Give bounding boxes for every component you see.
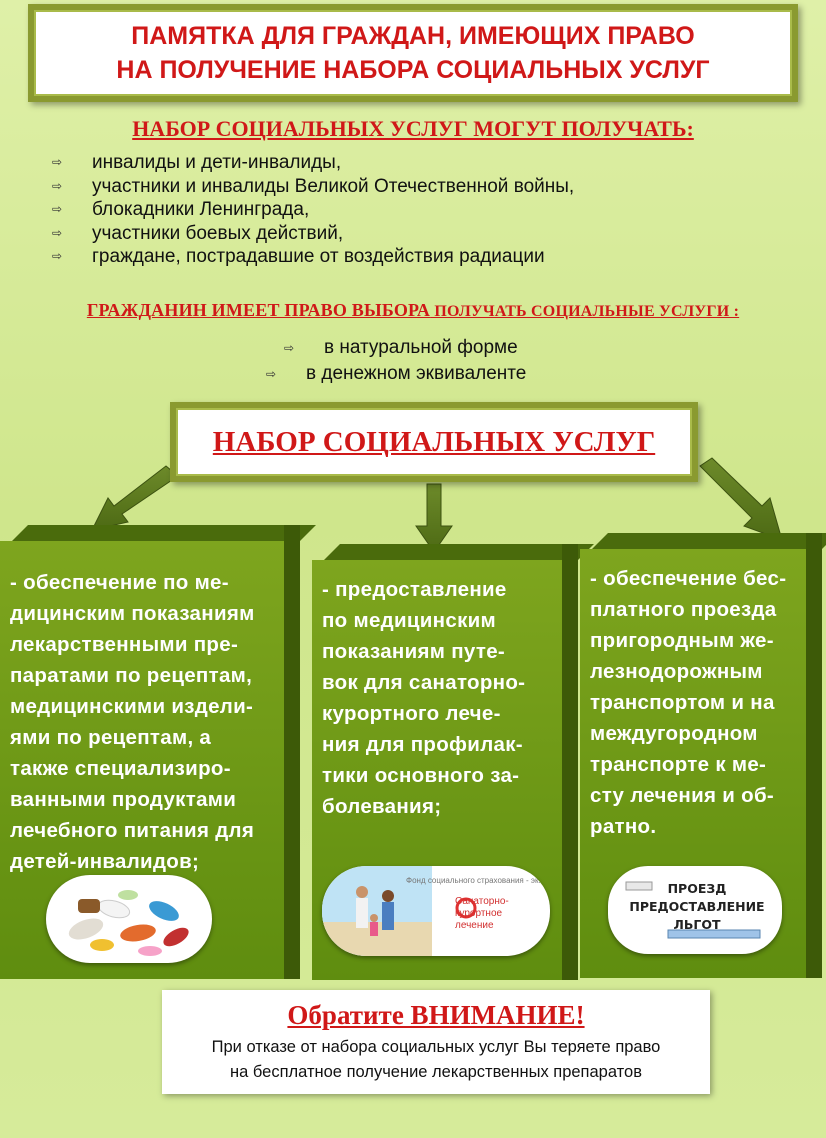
list-item-text: блокадники Ленинграда, — [92, 199, 310, 221]
arrow-right-icon: ⇨ — [284, 341, 295, 355]
text-line: сту лечения и об- — [590, 784, 775, 807]
service-text — [590, 563, 798, 842]
text-line: ванными продуктами — [10, 788, 237, 811]
text-line: транспортом и на — [590, 691, 775, 714]
arrow-right-icon: ⇨ — [52, 178, 63, 193]
service-text — [322, 574, 554, 822]
text-line: ния для профилак- — [322, 733, 523, 756]
image-label-line: ПРОЕЗД — [667, 881, 727, 896]
text-line: курортного лече- — [322, 702, 501, 725]
text-line: тики основного за- — [322, 764, 520, 787]
block-side-face — [562, 544, 578, 980]
text-line: детей-инвалидов; — [10, 850, 200, 873]
list-item-text: граждане, пострадавшие от воздействия радиации — [92, 246, 545, 268]
image-label-line: лечение — [455, 920, 494, 931]
text-line: лекарственными пре- — [10, 633, 239, 656]
block-side-face — [284, 525, 300, 979]
family-beach-icon — [322, 866, 550, 956]
list-item-text: инвалиды и дети-инвалиды, — [92, 152, 342, 173]
arrow-right-icon: ⇨ — [52, 225, 63, 240]
text-line: - предоставление — [322, 578, 507, 601]
arrow-right-icon: ⇨ — [52, 202, 63, 217]
text-line: дицинским показаниям — [10, 602, 255, 625]
image-label-line: курортное — [455, 908, 503, 919]
arrow-down-icon — [416, 484, 452, 552]
image-label-line: ПРЕДОСТАВЛЕНИЕ — [629, 899, 765, 914]
text-line: - обеспечение по ме- — [10, 571, 229, 594]
text-line: платного проезда — [590, 598, 777, 621]
text-line: лезнодорожным — [590, 660, 763, 683]
text-line: по медицинским — [322, 609, 496, 632]
block-top-face — [12, 525, 316, 541]
list-item-text: участники и инвалиды Великой Отечественной войны, — [92, 175, 575, 197]
title-line-2: НА ПОЛУЧЕНИЕ НАБОРА СОЦИАЛЬНЫХ УСЛУГ — [116, 56, 710, 84]
text-line: медицинскими издели- — [10, 695, 254, 718]
text-line: паратами по рецептам, — [10, 664, 253, 687]
text-line: лечебного питания для — [10, 819, 255, 842]
image-caption: Фонд социального страхования - эк... — [406, 876, 546, 885]
block-top-face — [592, 533, 826, 549]
arrow-right-icon: ⇨ — [52, 249, 63, 264]
text-line: транспорте к ме- — [590, 753, 767, 776]
arrow-right-icon: ⇨ — [266, 367, 277, 381]
choice-heading-main: ГРАЖДАНИН ИМЕЕТ ПРАВО ВЫБОРА — [86, 300, 431, 320]
choice-heading-rest: ПОЛУЧАТЬ СОЦИАЛЬНЫЕ УСЛУГИ : — [430, 303, 740, 320]
notice-box — [162, 990, 710, 1094]
notice-title: Обратите ВНИМАНИЕ! — [287, 1000, 585, 1030]
notice-line: на бесплатное получение лекарственных препаратов — [230, 1063, 642, 1081]
recipients-heading: НАБОР СОЦИАЛЬНЫХ УСЛУГ МОГУТ ПОЛУЧАТЬ: — [132, 116, 694, 141]
notice-line: При отказе от набора социальных услуг Вы теряете право — [211, 1038, 661, 1056]
text-line: вок для санаторно- — [322, 671, 526, 694]
image-label — [455, 896, 509, 932]
choice-option-text: в натуральной форме — [324, 337, 518, 358]
text-line: болевания; — [322, 795, 442, 818]
title-line-1: ПАМЯТКА ДЛЯ ГРАЖДАН, ИМЕЮЩИХ ПРАВО — [131, 22, 695, 50]
arrow-right-icon: ⇨ — [52, 155, 63, 169]
center-title: НАБОР СОЦИАЛЬНЫХ УСЛУГ — [176, 408, 692, 476]
list-item-text: участники боевых действий, — [92, 222, 344, 244]
train-ticket-icon — [608, 866, 782, 954]
text-line: ями по рецептам, а — [10, 726, 212, 749]
image-label-line: Санаторно- — [455, 896, 509, 907]
center-title-banner — [170, 402, 698, 482]
pills-icon — [46, 875, 212, 963]
text-line: - обеспечение бес- — [590, 567, 787, 590]
arrow-left-icon — [92, 466, 178, 530]
text-line: также специализиро- — [10, 757, 231, 780]
service-text — [10, 567, 276, 877]
text-line: ратно. — [590, 815, 657, 838]
block-top-face — [324, 544, 594, 560]
notice-text — [162, 1035, 710, 1085]
block-side-face — [806, 533, 822, 978]
image-label — [622, 880, 772, 934]
arrow-right-icon — [700, 458, 782, 540]
text-line: пригородным же- — [590, 629, 774, 652]
image-label-line: ЛЬГОТ — [673, 917, 721, 932]
choice-option-text: в денежном эквиваленте — [306, 363, 527, 384]
text-line: показаниям путе- — [322, 640, 506, 663]
text-line: междугородном — [590, 722, 758, 745]
